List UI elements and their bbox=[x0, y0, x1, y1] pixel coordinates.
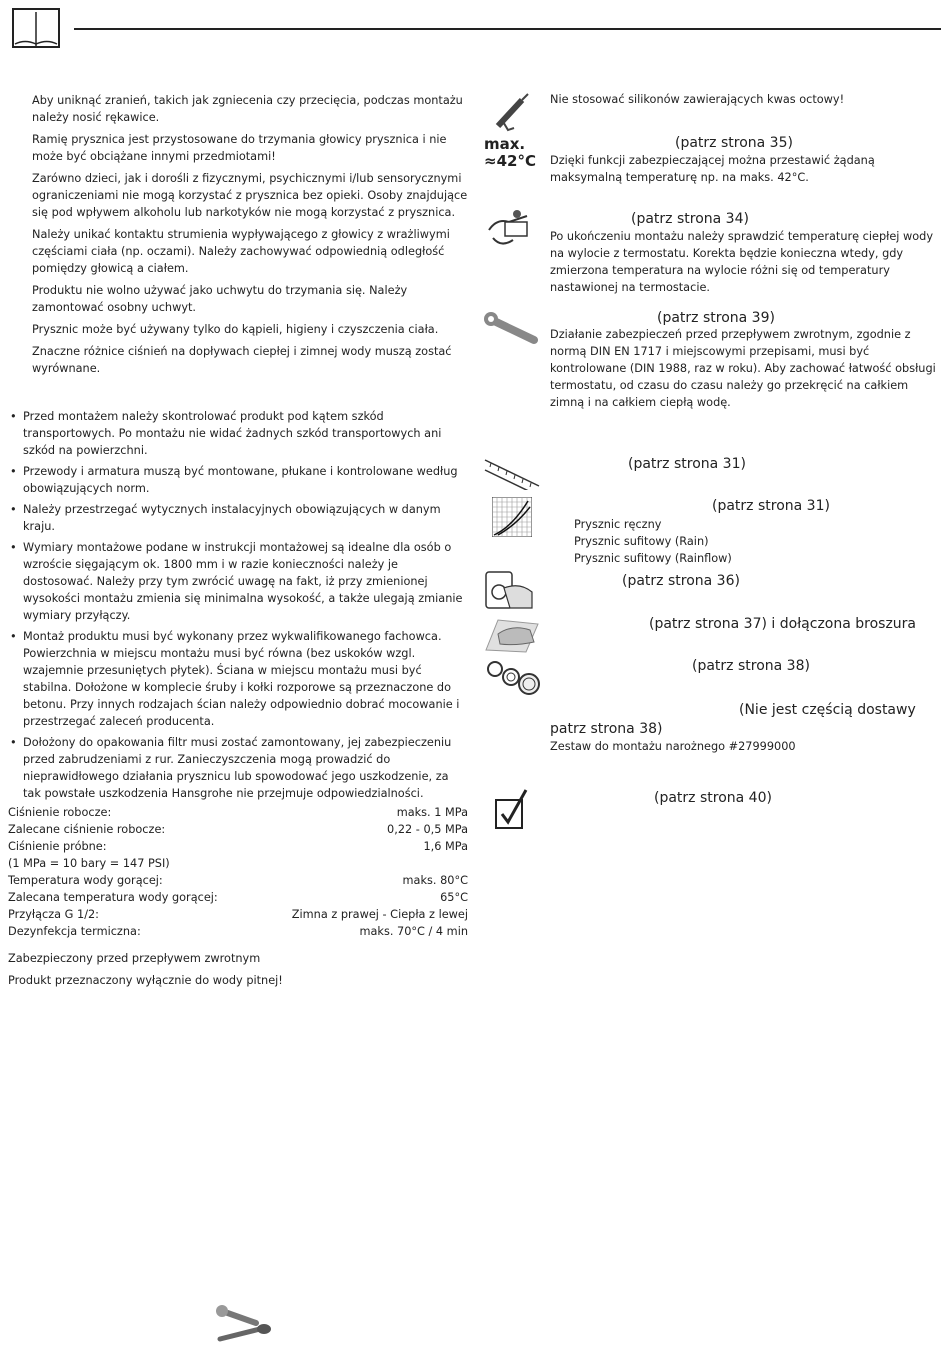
safety-paragraph: Ramię prysznica jest przystosowane do trzymania głowicy prysznica i nie może być obciążane innymi przedmiotami! bbox=[32, 133, 447, 163]
tech-value: maks. 70°C / 4 min bbox=[359, 925, 468, 938]
safety-paragraph: Zarówno dzieci, jak i dorośli z fizycznymi, psychicznymi i/lub sensorycznymi ograniczeniami nie mogą korzystać z prysznica bez opieki. Osoby znajdujące się pod wpływem alkoholu lub narkotyków nie mogą korzystać z prysznica. bbox=[32, 172, 468, 219]
tech-value: maks. 1 MPa bbox=[396, 806, 468, 819]
cleaning-reference: (patrz strona 37) i dołączona broszura bbox=[649, 616, 917, 632]
operation-reference: (patrz strona 36) bbox=[622, 573, 740, 589]
tech-label: Temperatura wody gorącej: bbox=[8, 874, 163, 887]
tech-label: Zalecana temperatura wody gorącej: bbox=[8, 891, 218, 904]
list-item: • Przewody i armatura muszą być montowane, płukane i kontrolowane według obowiązujących norm. bbox=[8, 463, 470, 497]
special-accessories-reference: (Nie jest częścią dostawy bbox=[739, 702, 916, 718]
tech-value: Zimna z prawej - Ciepła z lewej bbox=[291, 908, 468, 921]
tech-label: Dezynfekcja termiczna: bbox=[8, 925, 141, 938]
tech-row bbox=[8, 804, 468, 821]
tech-row bbox=[8, 855, 468, 872]
safety-section bbox=[32, 92, 468, 382]
flow-reference: (patrz strona 31) bbox=[712, 498, 830, 514]
tools-icon bbox=[216, 1305, 272, 1351]
tech-label: Przyłącza G 1/2: bbox=[8, 908, 99, 921]
tech-label: Ciśnienie robocze: bbox=[8, 806, 112, 819]
tech-value: 0,22 - 0,5 MPa bbox=[387, 823, 468, 836]
calibration-reference: (patrz strona 34) bbox=[631, 211, 749, 227]
manual-book-icon bbox=[12, 8, 60, 52]
test-reference: (patrz strona 40) bbox=[654, 790, 772, 806]
backflow-note: Zabezpieczony przed przepływem zwrotnym bbox=[8, 952, 261, 965]
parts-reference: (patrz strona 38) bbox=[692, 658, 810, 674]
tech-row bbox=[8, 821, 468, 838]
list-item: • Należy przestrzegać wytycznych instalacyjnych obowiązujących w danym kraju. bbox=[8, 501, 470, 535]
cleaning-hand-icon bbox=[484, 614, 540, 658]
wrench-icon bbox=[484, 312, 540, 350]
safety-paragraph: Produktu nie wolno używać jako uchwytu do trzymania się. Należy zamontować osobny uchwyt. bbox=[32, 284, 408, 314]
tech-label: (1 MPa = 10 bary = 147 PSI) bbox=[8, 857, 170, 870]
spare-parts-icon bbox=[484, 658, 544, 702]
dimensions-icon bbox=[483, 456, 541, 494]
list-item: Prysznic sufitowy (Rain) bbox=[574, 535, 709, 548]
safety-paragraph: Prysznic może być używany tylko do kąpieli, higieny i czyszczenia ciała. bbox=[32, 323, 439, 336]
list-item: • Przed montażem należy skontrolować produkt pod kątem szkód transportowych. Po montażu nie widać żadnych szkód transportowych ani szkód na powierzchni. bbox=[8, 408, 470, 459]
drinking-water-note: Produkt przeznaczony wyłącznie do wody pitnej! bbox=[8, 974, 283, 987]
max-temp-icon bbox=[484, 136, 536, 170]
safety-paragraph: Aby uniknąć zranień, takich jak zgniecenia czy przecięcia, podczas montażu należy nosić rękawice. bbox=[32, 94, 463, 124]
installation-list bbox=[8, 408, 470, 806]
header-rule bbox=[74, 28, 941, 30]
tech-value: maks. 80°C bbox=[402, 874, 468, 887]
flow-list bbox=[574, 516, 732, 567]
list-item: Prysznic ręczny bbox=[574, 518, 662, 531]
corner-kit-item: Zestaw do montażu narożnego #27999000 bbox=[550, 740, 796, 753]
operation-hand-icon bbox=[484, 568, 536, 616]
checkmark-icon bbox=[494, 788, 530, 834]
technical-data bbox=[8, 804, 468, 940]
special-accessories-reference-2: patrz strona 38) bbox=[550, 721, 663, 737]
list-item: • Dołożony do opakowania filtr musi zostać zamontowany, jej zabezpieczeniu przed zabrudzeniami z rur. Zanieczyszczenia mogą prowadzić do nieprawidłowego działania prysznicu lub spowodować jego uszkodzenie, za tak powstałe uszkodzenia Hansgrohe nie przejmuje odpowiedzialności. bbox=[8, 734, 470, 802]
tech-label: Ciśnienie próbne: bbox=[8, 840, 107, 853]
tech-row bbox=[8, 923, 468, 940]
tech-value: 1,6 MPa bbox=[423, 840, 468, 853]
tech-label: Zalecane ciśnienie robocze: bbox=[8, 823, 166, 836]
maintenance-text: Działanie zabezpieczeń przed przepływem zwrotnym, zgodnie z normą DIN EN 1717 i miejscowymi przepisami, musi być kontrolowane (DIN 1988, raz w roku). Aby zachować łatwość obsługi termostatu, od czasu do czasu należy go przekręcić na całkiem zimną i na całkiem ciepłą wodę. bbox=[550, 328, 936, 409]
tech-row bbox=[8, 872, 468, 889]
list-item: • Montaż produktu musi być wykonany przez wykwalifikowanego fachowca. Powierzchnia w miejscu montażu musi być równa (bez uskoków wzgl. wzajemnie przesuniętych płytek). Ściana w miejscu montażu musi być stabilna. Dołożone w komplecie śruby i kołki rozporowe są przeznaczone do betonu. Przy innych rodzajach ścian należy odpowiednio dobrać mocowanie i przestrzegać zaleceń producenta. bbox=[8, 628, 470, 730]
tech-row bbox=[8, 889, 468, 906]
safety-paragraph: Znaczne różnice ciśnień na dopływach ciepłej i zimnej wody muszą zostać wyrównane. bbox=[32, 345, 452, 375]
silicone-gun-icon bbox=[492, 92, 532, 136]
maintenance-reference: (patrz strona 39) bbox=[657, 310, 775, 326]
list-item: Prysznic sufitowy (Rainflow) bbox=[574, 552, 732, 565]
calibration-text: Po ukończeniu montażu należy sprawdzić temperaturę ciepłej wody na wylocie z termostatu. Korekta będzie konieczna wtedy, gdy zmierzona temperatura na wylocie różni się od temperatury nastawionej na termostacie. bbox=[550, 230, 934, 294]
list-item: • Wymiary montażowe podane w instrukcji montażowej są idealne dla osób o wzroście sięgającym ok. 1800 mm i w razie konieczności należy je dostosować. Należy przy tym zwrócić uwagę na fakt, iż przy zmienionej wysokości montażu zmienia się minimalna wysokość, a także ulegają zmianie wymiary przyłączy. bbox=[8, 539, 470, 624]
max-label: max. bbox=[484, 135, 526, 153]
limit-text: Dzięki funkcji zabezpieczającej można przestawić żądaną maksymalną temperaturę np. na maks. 42°C. bbox=[550, 154, 875, 184]
dimensions-reference: (patrz strona 31) bbox=[628, 456, 746, 472]
temp-value-label: ≈42°C bbox=[484, 152, 536, 170]
flow-chart-icon bbox=[492, 497, 532, 541]
limit-reference: (patrz strona 35) bbox=[675, 135, 793, 151]
thermometer-hand-icon bbox=[487, 208, 535, 252]
tech-row bbox=[8, 838, 468, 855]
safety-paragraph: Należy unikać kontaktu strumienia wypływającego z głowicy z wrażliwymi częściami ciała (np. oczami). Należy zachowywać odpowiednią odległość pomiędzy głowicą a ciałem. bbox=[32, 228, 450, 275]
tech-value: 65°C bbox=[440, 891, 468, 904]
silicone-warning: Nie stosować silikonów zawierających kwas octowy! bbox=[550, 93, 845, 106]
tech-row bbox=[8, 906, 468, 923]
